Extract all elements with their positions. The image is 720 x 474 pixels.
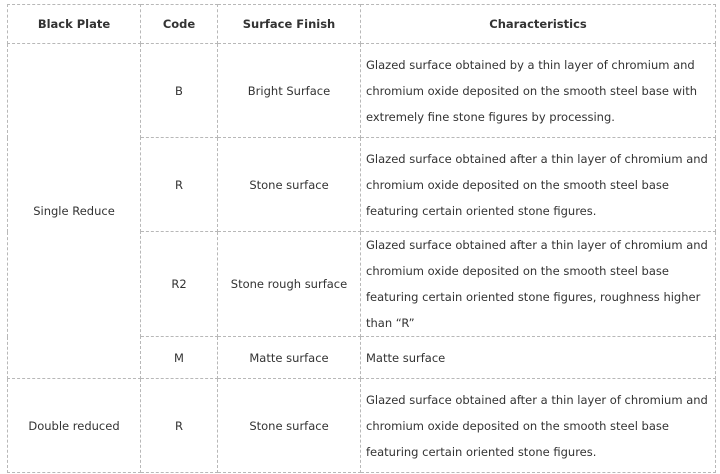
characteristics-cell: Matte surface bbox=[361, 337, 716, 379]
surface-finish-cell: Stone rough surface bbox=[218, 232, 361, 337]
table-row bbox=[8, 379, 716, 473]
code-cell: M bbox=[141, 337, 218, 379]
table-row bbox=[8, 44, 716, 138]
characteristics-cell: Glazed surface obtained after a thin layer of chromium and chromium oxide deposited on the smooth steel base featuring certain oriented stone figures. bbox=[361, 138, 716, 232]
surface-finish-cell: Stone surface bbox=[218, 379, 361, 473]
black-plate-cell: Double reduced bbox=[8, 379, 141, 473]
code-cell: B bbox=[141, 44, 218, 138]
surface-finish-cell: Bright Surface bbox=[218, 44, 361, 138]
characteristics-cell: Glazed surface obtained after a thin layer of chromium and chromium oxide deposited on the smooth steel base featuring certain oriented stone figures, roughness higher than “R” bbox=[361, 232, 716, 337]
surface-finish-cell: Matte surface bbox=[218, 337, 361, 379]
code-cell: R bbox=[141, 138, 218, 232]
table-header-row bbox=[8, 5, 716, 44]
surface-finish-cell: Stone surface bbox=[218, 138, 361, 232]
characteristics-cell: Glazed surface obtained after a thin layer of chromium and chromium oxide deposited on the smooth steel base featuring certain oriented stone figures. bbox=[361, 379, 716, 473]
header-code: Code bbox=[141, 5, 218, 44]
characteristics-cell: Glazed surface obtained by a thin layer of chromium and chromium oxide deposited on the smooth steel base with extremely fine stone figures by processing. bbox=[361, 44, 716, 138]
header-surface-finish: Surface Finish bbox=[218, 5, 361, 44]
code-cell: R bbox=[141, 379, 218, 473]
surface-finish-table bbox=[7, 4, 716, 473]
black-plate-cell: Single Reduce bbox=[8, 44, 141, 379]
header-characteristics: Characteristics bbox=[361, 5, 716, 44]
code-cell: R2 bbox=[141, 232, 218, 337]
header-black-plate: Black Plate bbox=[8, 5, 141, 44]
